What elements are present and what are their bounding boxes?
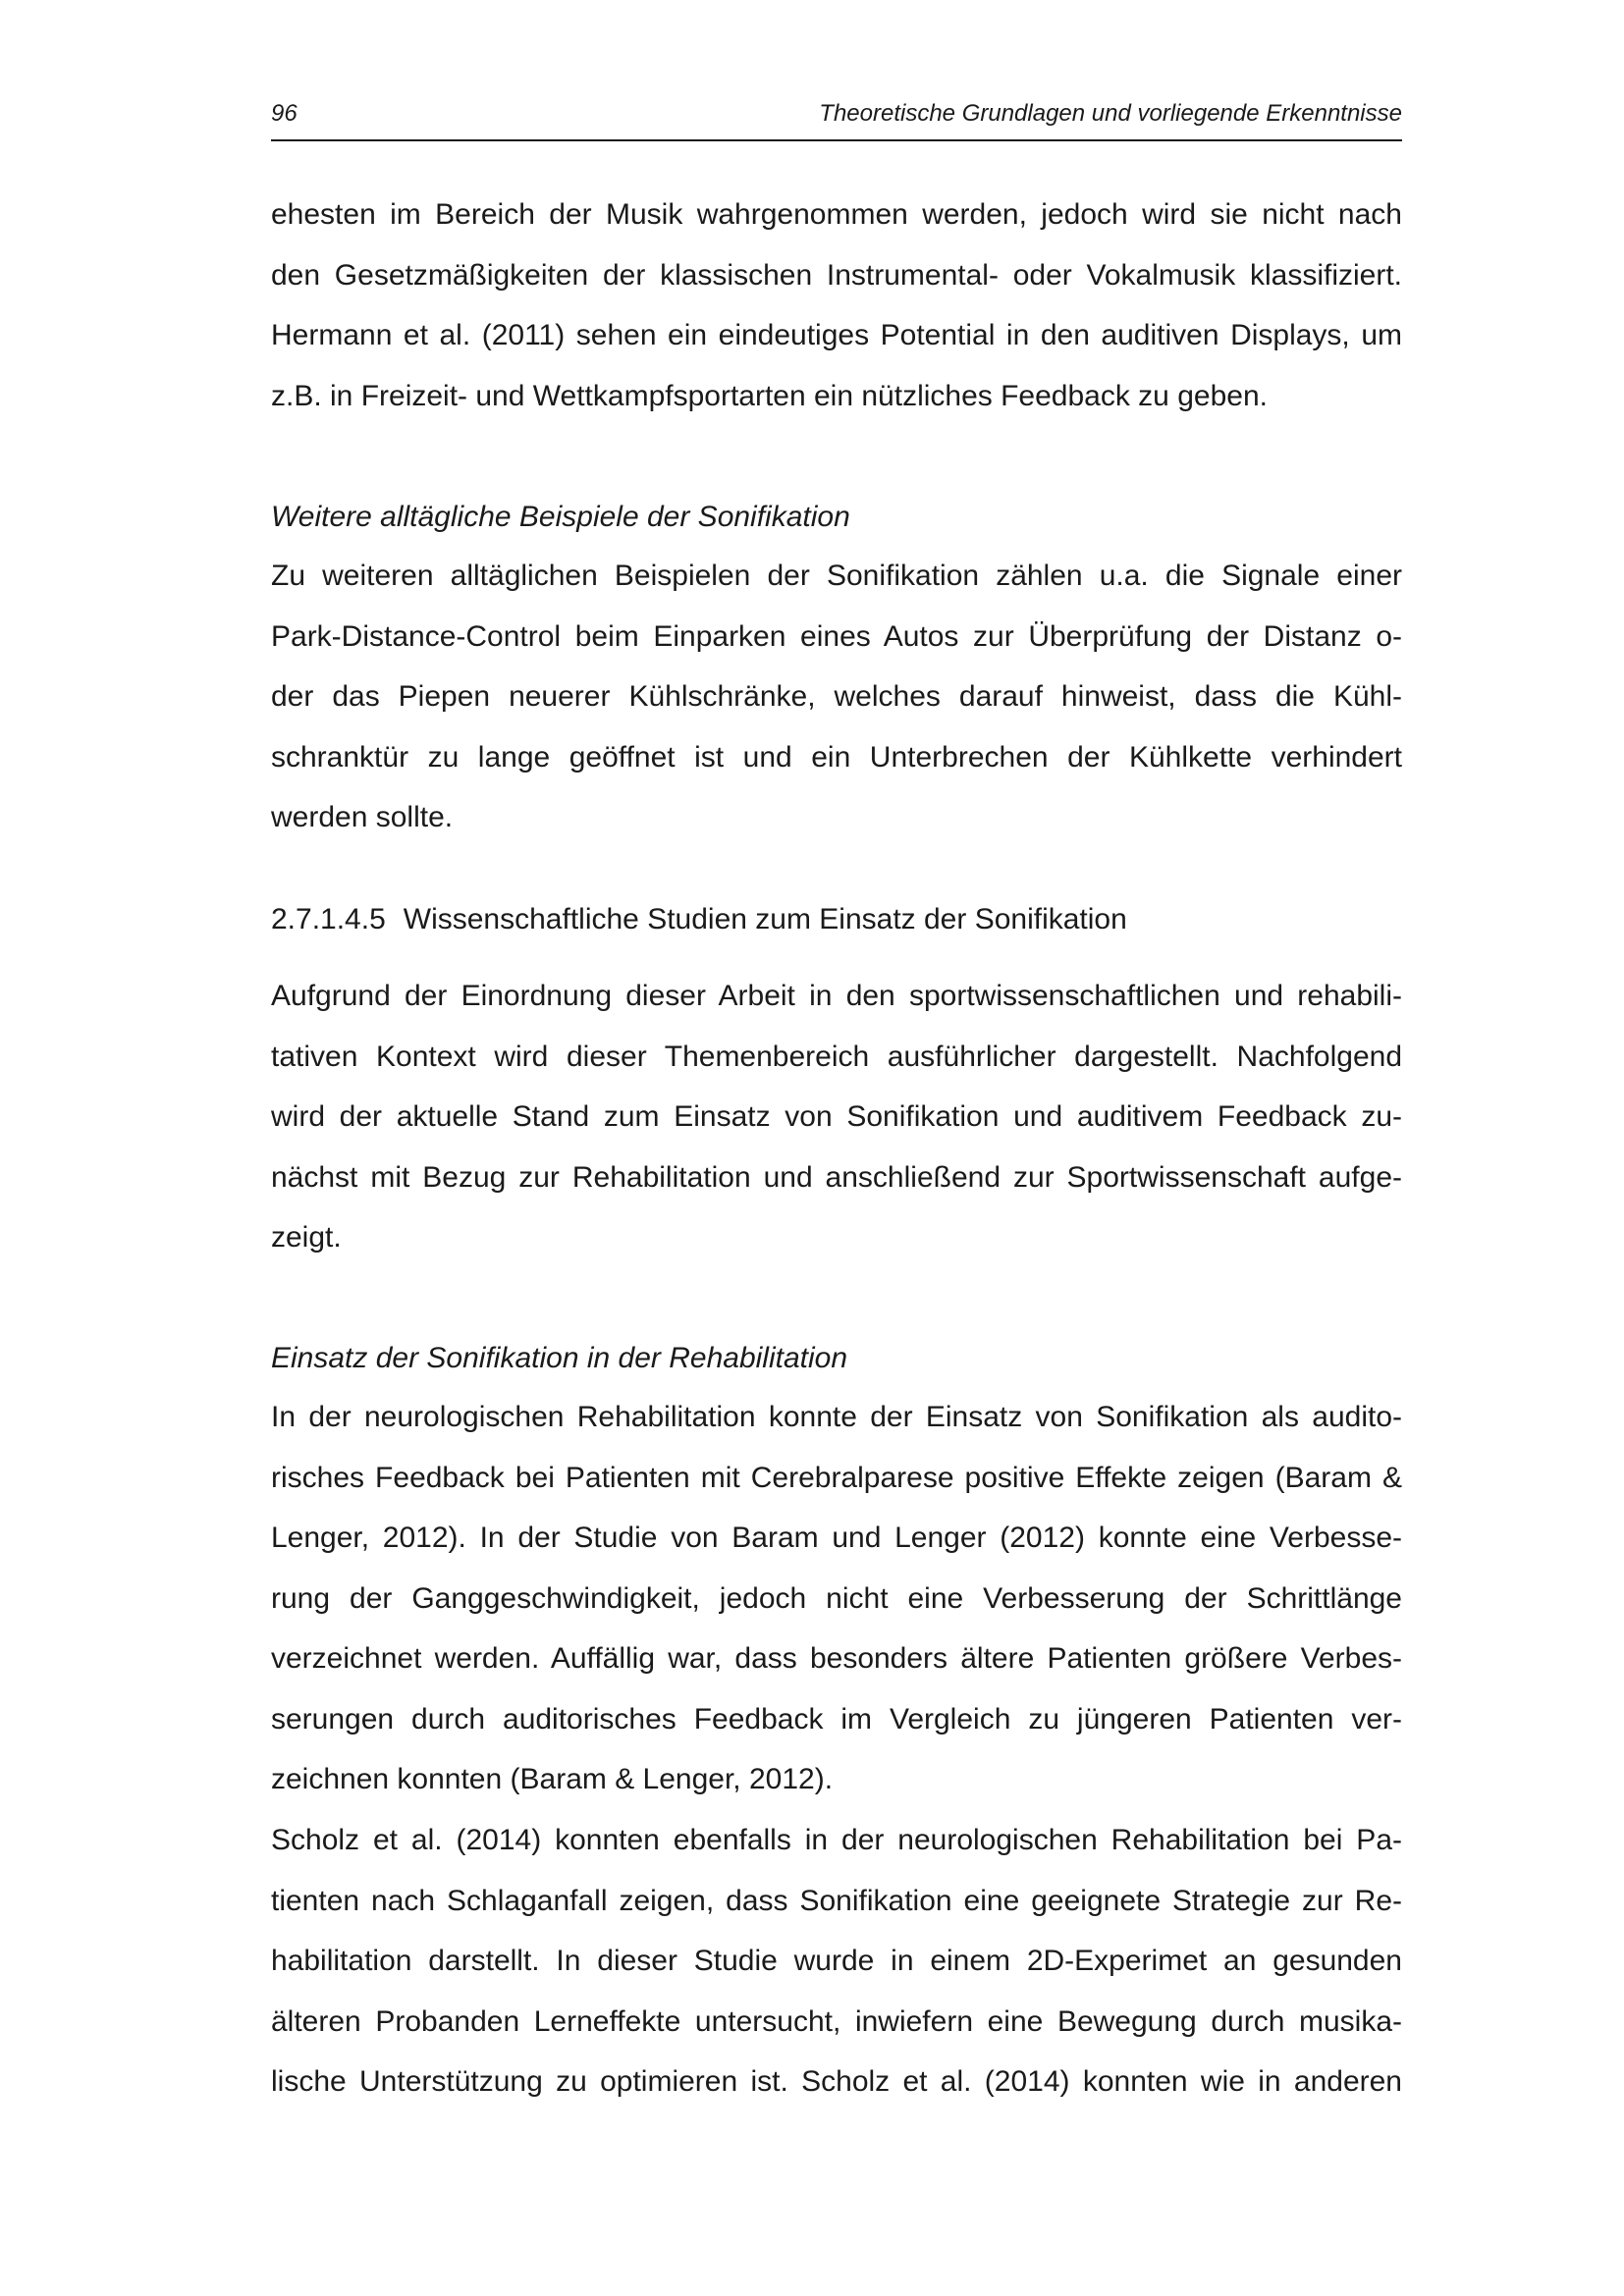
text-line: lische Unterstützung zu optimieren ist. Scholz et al. (2014) konnten wie in anderen	[271, 2065, 1402, 2098]
paragraph-scholz	[271, 1810, 1402, 2112]
text-line: risches Feedback bei Patienten mit Cerebralparese positive Effekte zeigen (Baram &	[271, 1461, 1402, 1494]
text-line: tienten nach Schlaganfall zeigen, dass Sonifikation eine geeignete Strategie zur Re-	[271, 1884, 1402, 1917]
text-line: nächst mit Bezug zur Rehabilitation und anschließend zur Sportwissenschaft aufge-	[271, 1160, 1402, 1194]
text-line: rung der Ganggeschwindigkeit, jedoch nicht eine Verbesserung der Schrittlänge	[271, 1581, 1402, 1615]
text-line: werden sollte.	[271, 801, 454, 833]
paragraph-rehabilitation	[271, 1387, 1402, 1810]
text-line: der das Piepen neuerer Kühlschränke, welches darauf hinweist, dass die Kühl-	[271, 680, 1402, 713]
page-number: 96	[271, 100, 298, 127]
text-line: ehesten im Bereich der Musik wahrgenommen werden, jedoch wird sie nicht nach	[271, 198, 1402, 231]
paragraph-studies-intro	[271, 966, 1402, 1268]
text-line: Lenger, 2012). In der Studie von Baram und Lenger (2012) konnte eine Verbesse-	[271, 1522, 1402, 1554]
text-line: tativen Kontext wird dieser Themenbereich ausführlicher dargestellt. Nachfolgend	[271, 1040, 1402, 1073]
text-line: In der neurologischen Rehabilitation konnte der Einsatz von Sonifikation als audito-	[271, 1401, 1402, 1433]
text-line: schranktür zu lange geöffnet ist und ein Unterbrechen der Kühlkette verhindert	[271, 740, 1402, 774]
text-line: Hermann et al. (2011) sehen ein eindeutiges Potential in den auditiven Displays, um	[271, 319, 1402, 351]
paragraph-everyday-examples	[271, 546, 1402, 848]
paragraph-music	[271, 185, 1402, 426]
text-line: zeigt.	[271, 1221, 342, 1254]
text-line: habilitation darstellt. In dieser Studie wurde in einem 2D-Experimet an gesunden	[271, 1945, 1402, 1977]
text-line: Scholz et al. (2014) konnten ebenfalls in der neurologischen Rehabilitation bei Pa-	[271, 1824, 1402, 1856]
text-line: Zu weiteren alltäglichen Beispielen der Sonifikation zählen u.a. die Signale einer	[271, 560, 1402, 592]
text-line: Park-Distance-Control beim Einparken eines Autos zur Überprüfung der Distanz o-	[271, 619, 1402, 653]
section-heading	[271, 900, 1127, 939]
text-line: Aufgrund der Einordnung dieser Arbeit in den sportwissenschaftlichen und rehabili-	[271, 980, 1402, 1012]
subheading-rehabilitation: Einsatz der Sonifikation in der Rehabilitation	[271, 1342, 848, 1374]
text-line: zeichnen konnten (Baram & Lenger, 2012).	[271, 1763, 834, 1795]
text-line: wird der aktuelle Stand zum Einsatz von Sonifikation und auditivem Feedback zu-	[271, 1100, 1402, 1133]
text-line: z.B. in Freizeit- und Wettkampfsportarten ein nützliches Feedback zu geben.	[271, 379, 1268, 412]
section-title: Wissenschaftliche Studien zum Einsatz der Sonifikation	[403, 903, 1127, 935]
text-line: älteren Probanden Lerneffekte untersucht, inwiefern eine Bewegung durch musika-	[271, 2004, 1402, 2038]
document-page	[271, 0, 1402, 2296]
text-line: serungen durch auditorisches Feedback im Vergleich zu jüngeren Patienten ver-	[271, 1702, 1402, 1735]
section-number: 2.7.1.4.5	[271, 903, 386, 935]
subheading-everyday-examples: Weitere alltägliche Beispiele der Sonifikation	[271, 501, 850, 533]
text-line: den Gesetzmäßigkeiten der klassischen Instrumental- oder Vokalmusik klassifiziert.	[271, 258, 1402, 292]
text-line: verzeichnet werden. Auffällig war, dass besonders ältere Patienten größere Verbes-	[271, 1642, 1402, 1675]
running-title: Theoretische Grundlagen und vorliegende Erkenntnisse	[819, 100, 1402, 127]
page-header	[271, 96, 1402, 141]
